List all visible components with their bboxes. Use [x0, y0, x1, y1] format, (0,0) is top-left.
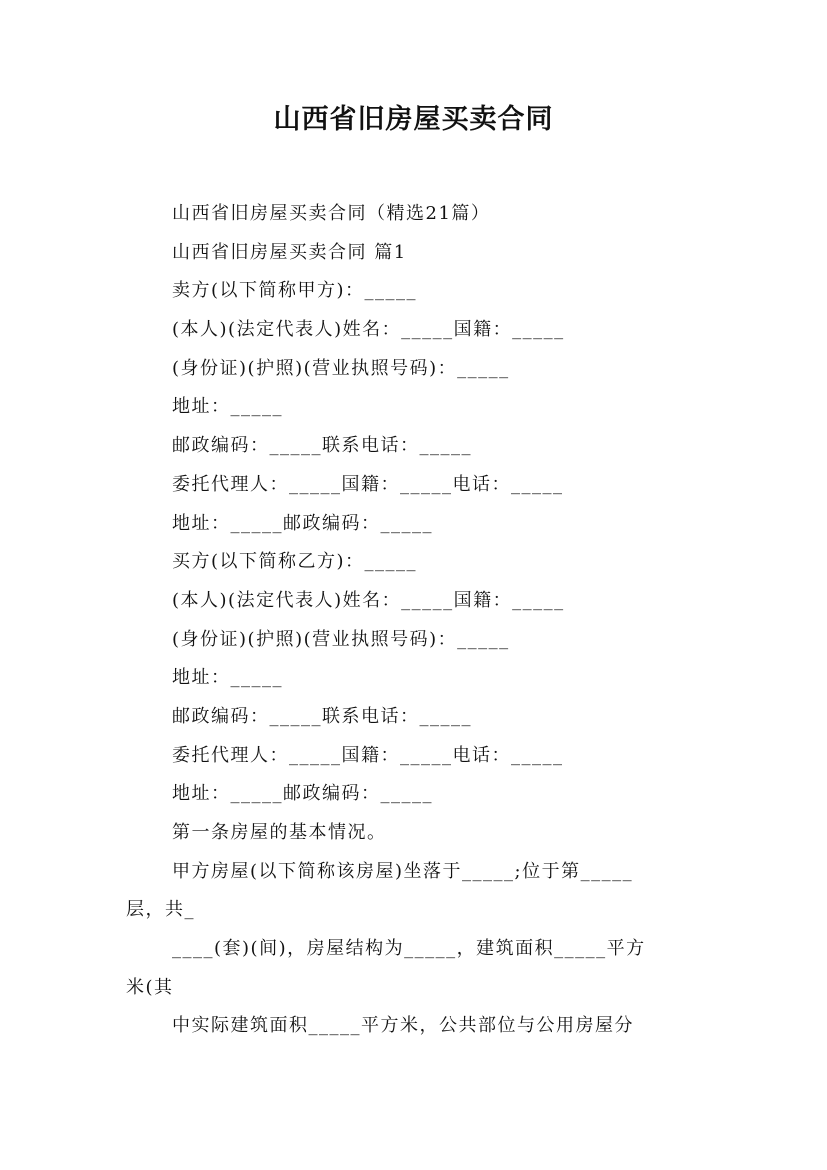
paragraph-line: (身份证)(护照)(营业执照号码)：_____ — [172, 628, 510, 650]
paragraph-line: 委托代理人：_____国籍：_____电话：_____ — [172, 473, 564, 495]
paragraph-line: 地址：_____ — [172, 667, 283, 689]
paragraph-line: 山西省旧房屋买卖合同（精选21篇） — [172, 203, 491, 224]
document-body — [126, 195, 706, 1046]
paragraph-line: (本人)(法定代表人)姓名：_____国籍：_____ — [172, 319, 565, 341]
document-title: 山西省旧房屋买卖合同 — [273, 104, 554, 135]
paragraph-line: (身份证)(护照)(营业执照号码)：_____ — [172, 357, 510, 379]
paragraph-line: 山西省旧房屋买卖合同 篇1 — [172, 241, 407, 263]
paragraph-line: 甲方房屋(以下简称该房屋)坐落于_____;位于第_____ — [172, 860, 634, 882]
paragraph-line: ____(套)(间)，房屋结构为_____，建筑面积_____平方 — [172, 938, 646, 960]
paragraph-line: 邮政编码：_____联系电话：_____ — [172, 435, 472, 457]
paragraph-line: 买方(以下简称乙方)：_____ — [172, 551, 418, 573]
paragraph-line: 米(其 — [126, 976, 174, 998]
paragraph-line: 第一条房屋的基本情况。 — [172, 822, 387, 843]
paragraph-line: 邮政编码：_____联系电话：_____ — [172, 705, 472, 727]
paragraph-line: (本人)(法定代表人)姓名：_____国籍：_____ — [172, 589, 565, 611]
paragraph-line: 地址：_____邮政编码：_____ — [172, 512, 433, 534]
paragraph-line: 地址：_____ — [172, 396, 283, 418]
paragraph-line: 中实际建筑面积_____平方米，公共部位与公用房屋分 — [172, 1015, 634, 1037]
paragraph-line: 层，共_ — [126, 899, 195, 921]
paragraph-line: 委托代理人：_____国籍：_____电话：_____ — [172, 744, 564, 766]
paragraph-line: 地址：_____邮政编码：_____ — [172, 783, 433, 805]
paragraph-line: 卖方(以下简称甲方)：_____ — [172, 280, 418, 302]
